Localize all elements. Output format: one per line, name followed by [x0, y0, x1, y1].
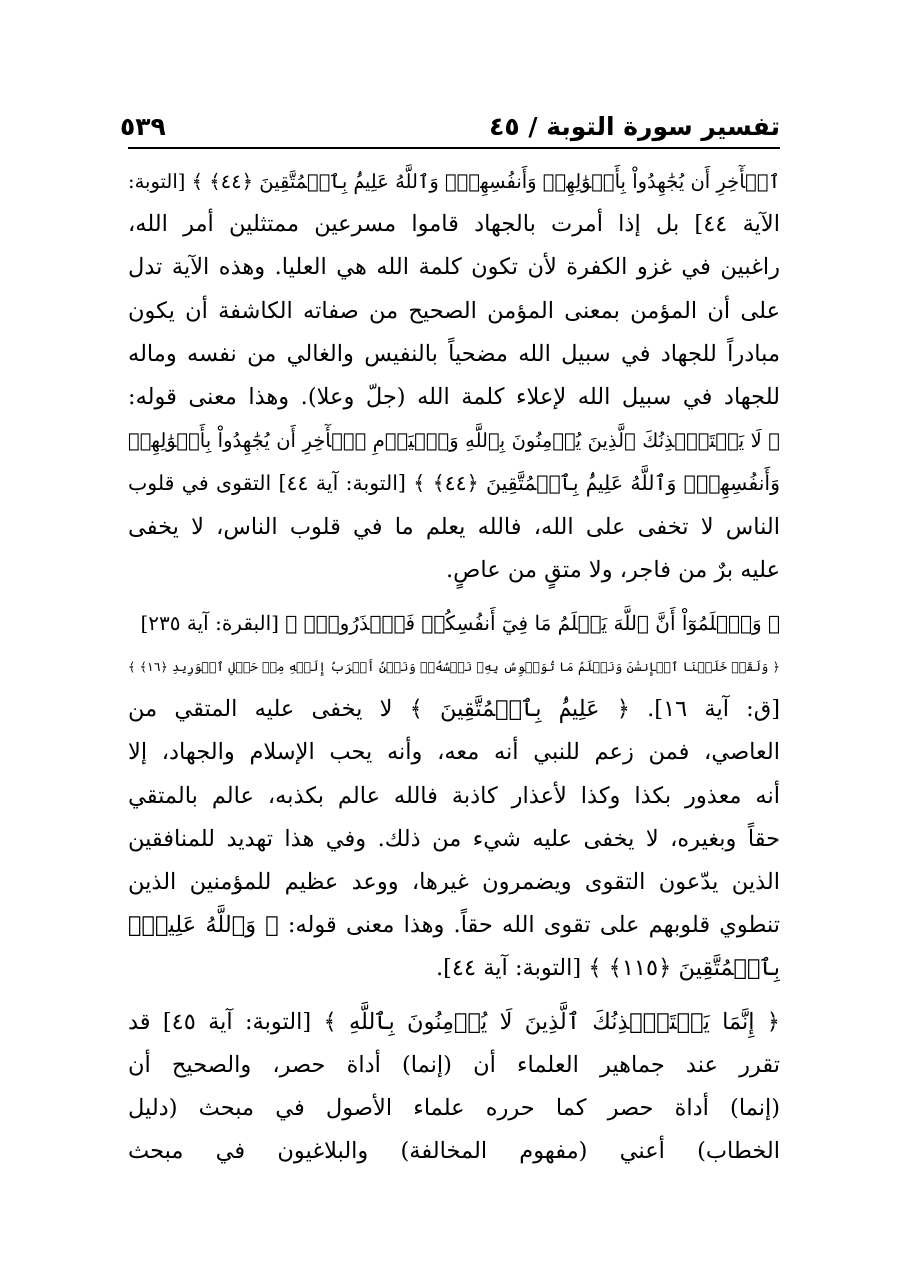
- text-line: وَأَنفُسِهِمۡۗ وَٱللَّهُ عَلِيمُۢ بِٱلۡمُتَّقِينَ ﴿٤٤﴾ ﴾ [التوبة: آية ٤٤] التقوى في قلوب: [128, 471, 780, 496]
- text-line: على أن المؤمن بمعنى المؤمن الصحيح من صفاته الكاشفة أن يكون: [128, 297, 780, 324]
- text-line: أنه معذور بكذا وكذا لأعذار كاذبة فالله عالم بكذبه، عالم بالمتقي: [128, 782, 780, 809]
- text-line: تنطوي قلوبهم على تقوى الله حقاً. وهذا معنى قوله: ﴿ وَٱللَّهُ عَلِيمُۢ: [128, 912, 780, 939]
- paragraph-gap: [128, 592, 780, 602]
- paragraph: [128, 602, 780, 991]
- text-line: راغبين في غزو الكفرة لأن تكون كلمة الله هي العليا. وهذه الآية تدل: [128, 254, 780, 281]
- text-line: ﴿ وَلَقَدۡ خَلَقۡنَا ٱلۡإِنسَٰنَ وَنَعۡلَمُ مَا تُوَسۡوِسُ بِهِۦ نَفۡسُهُۥۖ وَنَحۡنُ أَقۡرَبُ إِلَيۡهِ مِنۡ حَبۡلِ ٱلۡوَرِيدِ ﴿١٦﴾ ﴾: [128, 659, 780, 675]
- page-body: [128, 160, 780, 1173]
- header-rule: [128, 147, 780, 149]
- running-title: تفسير سورة التوبة / ٤٥: [489, 112, 780, 141]
- text-line: الناس لا تخفى على الله، فالله يعلم ما في قلوب الناس، لا يخفى: [128, 513, 780, 540]
- text-line: بِٱلۡمُتَّقِينَ ﴿١١٥﴾ ﴾ [التوبة: آية ٤٤].: [435, 955, 780, 982]
- text-line: الخطاب) أعني (مفهوم المخالفة) والبلاغيون في مبحث: [128, 1138, 780, 1165]
- text-line: حقاً وبغيره، لا يخفى عليه شيء من ذلك. وفي هذا تهديد للمنافقين: [128, 825, 780, 852]
- text-line: ٱلۡأٓخِرِ أَن يُجَٰهِدُواْ بِأَمۡوَٰلِهِمۡ وَأَنفُسِهِمۡۗ وَٱللَّهُ عَلِيمُۢ بِٱلۡمُتَّقِينَ ﴿٤٤﴾ ﴾ [التوبة:: [128, 170, 780, 193]
- page-header: [120, 108, 780, 148]
- text-line: [ق: آية ١٦]. ﴿ عَلِيمُۢ بِٱلۡمُتَّقِينَ ﴾ لا يخفى عليه المتقي من: [128, 696, 780, 723]
- text-line: للجهاد في سبيل الله لإعلاء كلمة الله (جلّ وعلا). وهذا معنى قوله:: [128, 383, 780, 410]
- text-line: العاصي، فمن زعم للنبي أنه معه، وأنه يحب الإسلام والجهاد، إلا: [128, 739, 780, 766]
- page-number: ٥٣٩: [120, 112, 166, 141]
- text-line: ﴿ لَا يَسۡتَـٔۡذِنُكَ ٱلَّذِينَ يُؤۡمِنُونَ بِٱللَّهِ وَٱلۡيَوۡمِ ٱلۡأٓخِرِ أَن يُجَٰهِدُواْ بِأَمۡوَٰلِهِمۡ: [128, 429, 780, 453]
- text-line: ﴿ وَٱعۡلَمُوٓاْ أَنَّ ٱللَّهَ يَعۡلَمُ مَا فِيٓ أَنفُسِكُمۡ فَٱحۡذَرُوهُۚ ﴾ [البقرة: آية ٢٣٥]: [140, 610, 780, 635]
- text-line: الذين يدّعون التقوى ويضمرون غيرها، ووعد عظيم للمؤمنين الذين: [128, 869, 780, 895]
- paragraph: [128, 160, 780, 592]
- text-line: عليه برٌ من فاجر، ولا متقٍ من عاصٍ.: [446, 556, 780, 583]
- text-line: ﴿ إِنَّمَا يَسۡتَـٔۡذِنُكَ ٱلَّذِينَ لَا يُؤۡمِنُونَ بِٱللَّهِ ﴾ [التوبة: آية ٤٥] قد: [128, 1008, 780, 1035]
- text-line: مبادراً للجهاد في سبيل الله مضحياً بالنفيس والغالي من نفسه وماله: [128, 340, 780, 367]
- paragraph-gap: [128, 991, 780, 1001]
- text-line: تقرر عند جماهير العلماء أن (إنما) أداة حصر، والصحيح أن: [128, 1051, 780, 1078]
- paragraph: [128, 1001, 780, 1174]
- text-line: الآية ٤٤] بل إذا أمرت بالجهاد قاموا مسرعين ممتثلين أمر الله،: [128, 211, 780, 238]
- text-line: (إنما) أداة حصر كما حرره علماء الأصول في مبحث (دليل: [128, 1094, 780, 1121]
